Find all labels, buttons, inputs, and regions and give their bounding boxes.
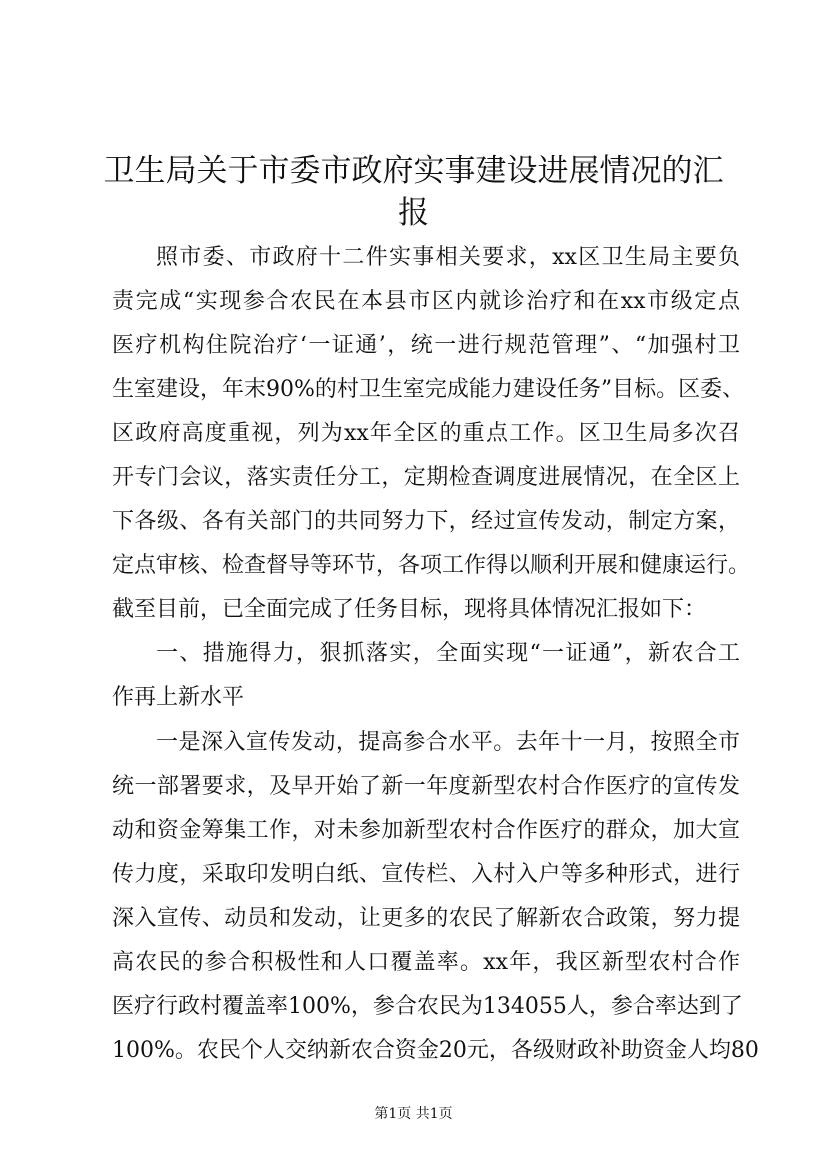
body-text-line: 定点审核、检查督导等环节，各项工作得以顺利开展和健康运行。 (112, 553, 751, 579)
body-text-line: 医疗机构住院治疗‘一证通’，统一进行规范管理”、“加强村卫 (112, 333, 740, 359)
body-text-line: 开专门会议，落实责任分工，定期检查调度进展情况，在全区上 (112, 465, 740, 491)
body-text-line: 下各级、各有关部门的共同努力下，经过宣传发动，制定方案， (112, 509, 740, 535)
body-text-line: 责完成“实现参合农民在本县市区内就诊治疗和在xx市级定点 (112, 289, 740, 315)
body-text-line: 区政府高度重视，列为xx年全区的重点工作。区卫生局多次召 (112, 421, 740, 447)
body-text-line: 截至目前，已全面完成了任务目标，现将具体情况汇报如下： (112, 597, 707, 623)
body-text-line: 照市委、市政府十二件实事相关要求，xx区卫生局主要负 (156, 245, 740, 270)
document-title-line-2: 报 (398, 195, 429, 231)
body-text-line: 生室建设，年末90%的村卫生室完成能力建设任务”目标。区委、 (112, 377, 745, 403)
page-footer: 第1页 共1页 (374, 1106, 453, 1122)
body-text-line: 传力度，采取印发明白纸、宣传栏、入村入户等多种形式，进行 (112, 861, 740, 887)
body-text-line: 一是深入宣传发动，提高参合水平。去年十一月，按照全市 (156, 729, 740, 755)
body-text-line: 高农民的参合积极性和人口覆盖率。xx年，我区新型农村合作 (112, 949, 740, 975)
body-text-line: 医疗行政村覆盖率100%，参合农民为134055人，参合率达到了 (112, 993, 743, 1019)
body-text-line: 动和资金筹集工作，对未参加新型农村合作医疗的群众，加大宣 (112, 817, 740, 843)
document-body (112, 236, 759, 1073)
document-title-line-1: 卫生局关于市委市政府实事建设进展情况的汇 (103, 153, 724, 189)
body-text-line: 深入宣传、动员和发动，让更多的农民了解新农合政策，努力提 (112, 905, 740, 931)
body-text-line: 100%。农民个人交纳新农合资金20元，各级财政补助资金人均80 (112, 1037, 759, 1063)
body-text-line: 一、措施得力，狠抓落实，全面实现“一证通”，新农合工 (156, 641, 740, 667)
body-text-line: 作再上新水平 (112, 685, 245, 711)
body-text-line: 统一部署要求，及早开始了新一年度新型农村合作医疗的宣传发 (112, 773, 740, 799)
